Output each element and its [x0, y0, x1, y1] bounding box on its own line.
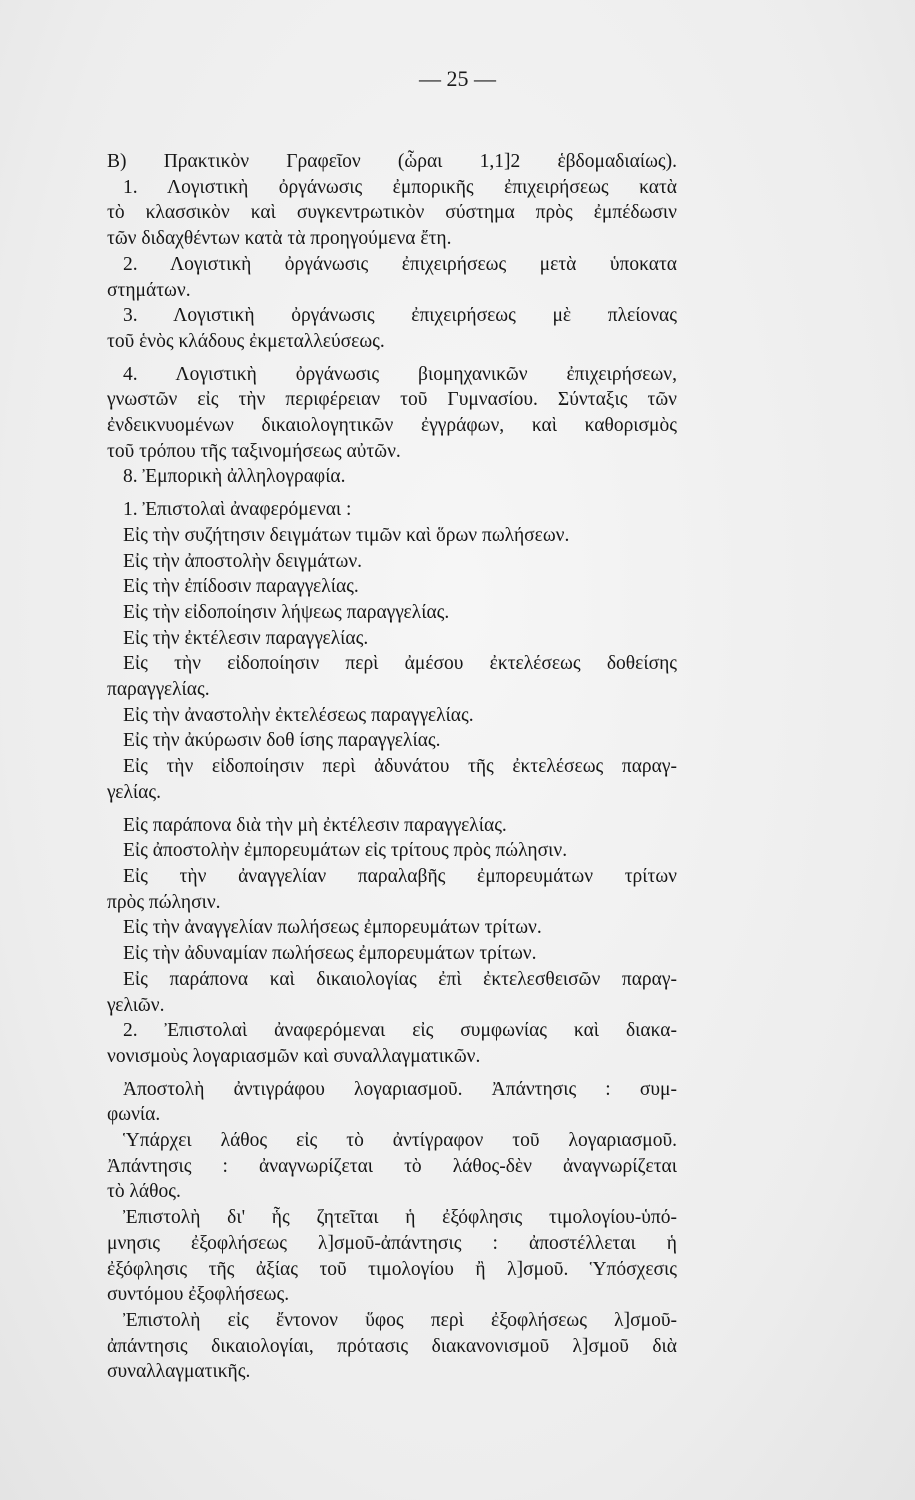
text-line: στημάτων.: [107, 279, 191, 301]
text-line: 3. Λογιστικὴ ὀργάνωσις ἐπιχειρήσεως μὲ πλείονας: [123, 305, 677, 327]
text-line: 8. Ἐμπορικὴ ἀλληλογραφία.: [123, 466, 346, 488]
text-line: γελίας.: [107, 781, 161, 803]
text-line: Εἰς τὴν ἀδυναμίαν πωλήσεως ἐμπορευμάτων τρίτων.: [123, 943, 537, 965]
text-line: Ὑπάρχει λάθος εἰς τὸ ἀντίγραφον τοῦ λογαριασμοῦ.: [123, 1130, 677, 1152]
paragraph: [107, 915, 677, 941]
text-line: Εἰς τὴν ἀκύρωσιν δοθ ίσης παραγγελίας.: [123, 730, 441, 752]
paragraph: [107, 626, 677, 652]
paragraph: [107, 754, 677, 805]
paragraph: [107, 523, 677, 549]
text-line: Εἰς τὴν ἐκτέλεσιν παραγγελίας.: [123, 627, 369, 649]
paragraph: [107, 1128, 677, 1205]
paragraph: [107, 651, 677, 702]
text-line: τοῦ τρόπου τῆς ταξινομήσεως αὐτῶν.: [107, 440, 401, 462]
paragraph: [107, 574, 677, 600]
text-line: 2. Ἐπιστολαὶ ἀναφερόμεναι εἰς συμφωνίας καὶ διακα-: [123, 1020, 677, 1042]
text-line: 1. Λογιστικὴ ὀργάνωσις ἐμπορικῆς ἐπιχειρήσεως κατὰ: [123, 176, 677, 198]
text-line: Ἐπιστολὴ εἰς ἔντονον ὕφος περὶ ἐξοφλήσεως λ]σμοῦ-: [123, 1309, 677, 1331]
text-line: Εἰς τὴν ἀναγγελίαν παραλαβῆς ἐμπορευμάτων τρίτων: [123, 865, 677, 887]
paragraph: [107, 303, 677, 354]
text-line: Ἐπιστολὴ δι' ἧς ζητεῖται ἡ ἐξόφλησις τιμολογίου-ὑπό-: [123, 1207, 677, 1229]
page-number: — 25 —: [419, 66, 496, 91]
text-line: νονισμοὺς λογαριασμῶν καὶ συναλλαγματικῶν.: [107, 1045, 481, 1067]
text-line: Εἰς τὴν εἰδοποίησιν περὶ ἀδυνάτου τῆς ἐκτελέσεως παραγ-: [123, 756, 677, 778]
paragraph: [107, 149, 677, 175]
body-text: [107, 149, 677, 1385]
paragraph: [107, 864, 677, 915]
text-line: τοῦ ἑνὸς κλάδους ἐκμεταλλεύσεως.: [107, 330, 385, 352]
text-line: γελιῶν.: [107, 994, 165, 1016]
text-line: μνησις ἐξοφλήσεως λ]σμοῦ-ἀπάντησις : ἀποστέλλεται ἡ: [107, 1232, 677, 1254]
paragraph: [107, 1205, 677, 1308]
text-line: συναλλαγματικῆς.: [107, 1361, 251, 1383]
paragraph: [107, 813, 677, 839]
text-line: ἐνδεικνυομένων δικαιολογητικῶν ἐγγράφων, καὶ καθορισμὸς: [107, 415, 677, 437]
text-line: Β) Πρακτικὸν Γραφεῖον (ὧραι 1,1]2 ἑβδομαδιαίως).: [107, 151, 677, 172]
paragraph: [107, 838, 677, 864]
text-line: Εἰς παράπονα διὰ τὴν μὴ ἐκτέλεσιν παραγγελίας.: [123, 814, 507, 836]
text-line: 1. Ἐπιστολαὶ ἀναφερόμεναι :: [123, 499, 352, 521]
text-line: Ἀποστολὴ ἀντιγράφου λογαριασμοῦ. Ἀπάντησις : συμ-: [123, 1078, 677, 1100]
paragraph: [107, 549, 677, 575]
text-line: γνωστῶν εἰς τὴν περιφέρειαν τοῦ Γυμνασίου. Σύνταξις τῶν: [107, 389, 677, 411]
text-line: φωνία.: [107, 1104, 161, 1126]
paragraph: [107, 703, 677, 729]
paragraph: [107, 1077, 677, 1128]
text-line: 2. Λογιστικὴ ὀργάνωσις ἐπιχειρήσεως μετὰ ὑποκατα: [123, 253, 677, 275]
paragraph: [107, 464, 677, 490]
paragraph: [107, 175, 677, 252]
text-line: Εἰς παράπονα καὶ δικαιολογίας ἐπὶ ἐκτελεσθεισῶν παραγ-: [123, 968, 677, 990]
paragraph: [107, 941, 677, 967]
text-line: Εἰς τὴν ἐπίδοσιν παραγγελίας.: [123, 576, 359, 598]
text-line: ἀπάντησις δικαιολογίαι, πρότασις διακανονισμοῦ λ]σμοῦ διὰ: [107, 1335, 677, 1357]
text-line: τὸ κλασσικὸν καὶ συγκεντρωτικὸν σύστημα πρὸς ἐμπέδωσιν: [107, 202, 677, 224]
text-line: Ἀπάντησις : ἀναγνωρίζεται τὸ λάθος-δὲν ἀναγνωρίζεται: [107, 1155, 677, 1177]
paragraph: [107, 728, 677, 754]
paragraph: [107, 252, 677, 303]
text-line: Εἰς τὴν ἀναστολὴν ἐκτελέσεως παραγγελίας.: [123, 704, 474, 726]
paragraph: [107, 497, 677, 523]
text-line: πρὸς πώλησιν.: [107, 891, 221, 913]
text-line: Εἰς τὴν ἀναγγελίαν πωλήσεως ἐμπορευμάτων τρίτων.: [123, 917, 542, 939]
text-line: τῶν διδαχθέντων κατὰ τὰ προηγούμενα ἔτη.: [107, 228, 452, 250]
paragraph: [107, 1308, 677, 1385]
paragraph: [107, 967, 677, 1018]
text-line: Εἰς ἀποστολὴν ἐμπορευμάτων εἰς τρίτους πρὸς πώλησιν.: [123, 840, 568, 862]
paragraph: [107, 1018, 677, 1069]
text-line: 4. Λογιστικὴ ὀργάνωσις βιομηχανικῶν ἐπιχειρήσεων,: [123, 363, 677, 385]
text-line: Εἰς τὴν συζήτησιν δειγμάτων τιμῶν καὶ ὅρων πωλήσεων.: [123, 524, 570, 546]
text-line: Εἰς τὴν εἰδοποίησιν λήψεως παραγγελίας.: [123, 601, 450, 623]
text-line: Εἰς τὴν εἰδοποίησιν περὶ ἀμέσου ἐκτελέσεως δοθείσης: [123, 653, 677, 675]
text-line: παραγγελίας.: [107, 679, 210, 701]
text-line: Εἰς τὴν ἀποστολὴν δειγμάτων.: [123, 550, 363, 572]
paragraph: [107, 600, 677, 626]
paragraph: [107, 362, 677, 465]
text-line: τὸ λάθος.: [107, 1181, 181, 1203]
text-line: ἐξόφλησις τῆς ἀξίας τοῦ τιμολογίου ἢ λ]σμοῦ. Ὑπόσχεσις: [107, 1258, 677, 1280]
text-line: συντόμου ἐξοφλήσεως.: [107, 1284, 290, 1306]
